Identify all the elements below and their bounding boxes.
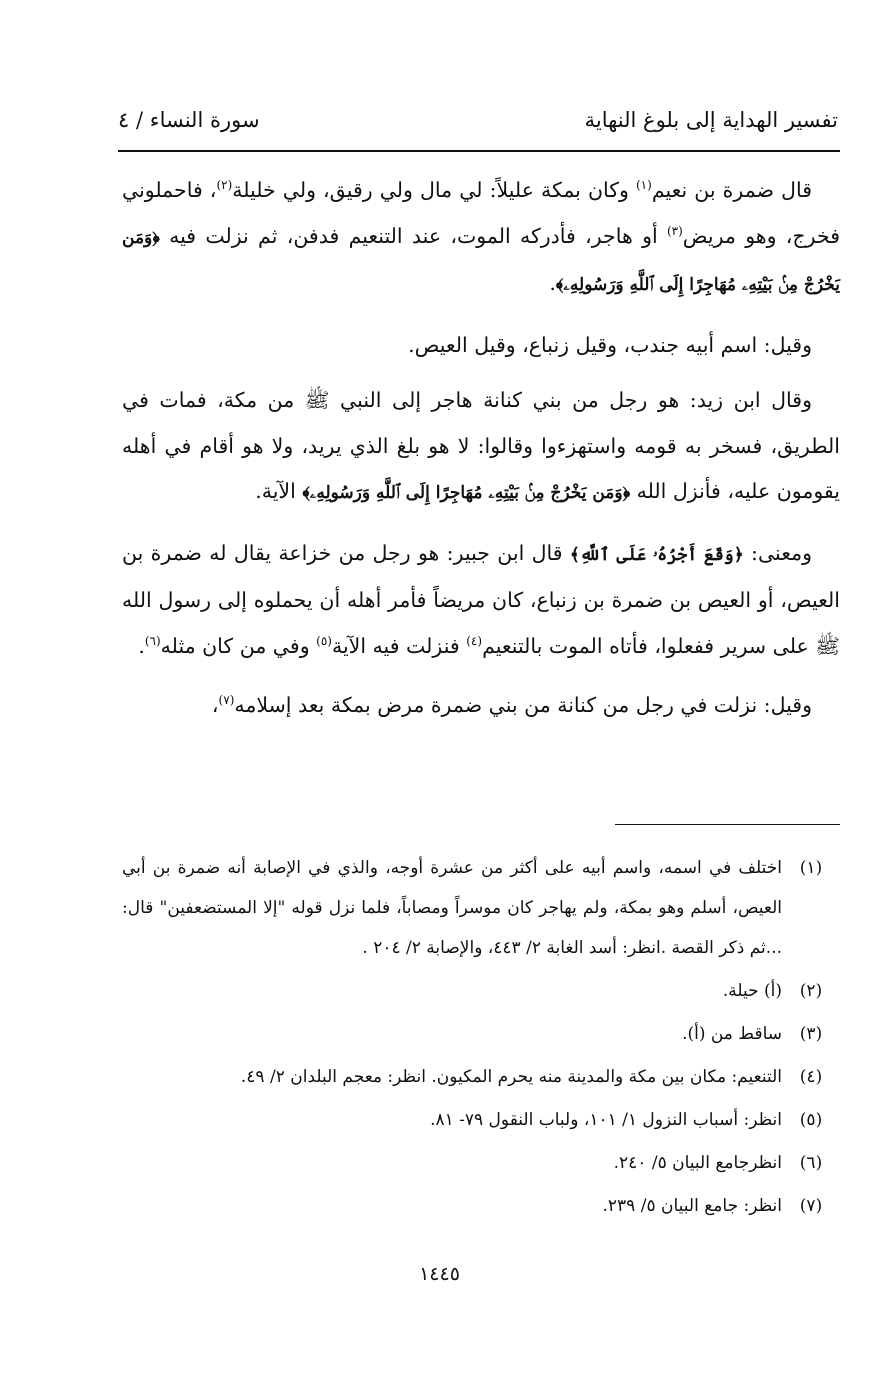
header-rule — [118, 150, 840, 152]
footnote-text: انظرجامع البيان ٥/ ٢٤٠. — [613, 1153, 782, 1173]
footnote-number: (٣) — [799, 1024, 823, 1044]
text-run: ، — [211, 693, 219, 717]
footnote-number: (٤) — [799, 1067, 823, 1087]
footnote-item — [122, 1057, 840, 1097]
text-run: قال ضمرة بن نعيم — [651, 178, 812, 202]
text-run: وفي من كان مثله — [160, 633, 317, 658]
footnote-text: (أ) حيلة. — [722, 981, 782, 1001]
footnote-number: (٢) — [799, 981, 823, 1001]
footnote-text: اختلف في اسمه، واسم أبيه على أكثر من عشرة أوجه، والذي في الإصابة أنه ضمرة بن أبي العيص، أسلم وهو بمكة، ولم يهاجر كان موسراً ومصاباً، فلما نزل قوله "إلا المستضعفين" قال: ...ثم ذكر القصة .انظر: أسد الغابة ٢/ ٤٤٣، والإصابة ٢/ ٢٠٤ . — [122, 858, 782, 958]
main-text — [122, 168, 840, 743]
paragraph-3 — [122, 378, 840, 517]
footnote-item — [122, 971, 840, 1011]
book-title: تفسير الهداية إلى بلوغ النهاية — [584, 108, 838, 132]
quran-verse: ﴿وَمَن يَخْرُجْ مِنۢ بَيْتِهِۦ مُهَاجِرًا إِلَى ٱللَّهِ وَرَسُولِهِۦ﴾ — [302, 483, 631, 503]
page-number: ١٤٤٥ — [419, 1263, 460, 1285]
footnotes — [122, 848, 840, 1229]
text-run: ، فاحملوني فخرج، وهو مريض — [122, 178, 840, 248]
footnote-marker: (١) — [635, 178, 652, 193]
quran-verse: ﴿وَقَعَ أَجْرُهُۥ عَلَى ٱللَّهِ﴾ — [569, 544, 744, 565]
footnote-marker: (٥) — [316, 633, 332, 648]
footnote-item — [122, 1186, 840, 1226]
text-run: قال ابن جبير: هو رجل من خزاعة يقال له ضمرة بن العيص، أو العيص بن ضمرة بن زنباع، كان مريضاً فأمر أهله أن يحملوه إلى رسول الله ﷺ على سرير ففعلوا، فأتاه الموت بالتنعيم — [122, 540, 840, 658]
text-run: وكان بمكة عليلاً: لي مال ولي رقيق، ولي خليلة — [232, 178, 636, 202]
paragraph-4 — [122, 531, 840, 670]
footnote-number: (٦) — [799, 1153, 823, 1173]
footnote-marker: (٤) — [466, 633, 483, 648]
text-run: وقيل: نزلت في رجل من كنانة من بني ضمرة مرض بمكة بعد إسلامه — [234, 693, 812, 717]
footnote-text: ساقط من (أ). — [682, 1024, 782, 1044]
paragraph-5 — [122, 683, 840, 729]
surah-reference: سورة النساء / ٤ — [118, 108, 260, 132]
footnote-text: انظر: أسباب النزول ١/ ١٠١، ولباب النقول ٧٩- ٨١. — [430, 1110, 782, 1130]
text-run: أو هاجر، فأدركه الموت، عند التنعيم فدفن، ثم نزلت فيه — [159, 223, 667, 248]
footnote-item — [122, 1014, 840, 1054]
footnote-text: التنعيم: مكان بين مكة والمدينة منه يحرم المكيون. انظر: معجم البلدان ٢/ ٤٩. — [240, 1067, 782, 1087]
footnote-number: (٧) — [799, 1196, 823, 1216]
footnote-number: (١) — [799, 858, 823, 878]
footnote-item — [122, 1143, 840, 1183]
footnote-marker: (٢) — [216, 178, 233, 193]
quran-verse: ﴿وَمَن يَخْرُجْ مِنۢ بَيْتِهِۦ مُهَاجِرًا إِلَى ٱللَّهِ وَرَسُولِهِۦ﴾ — [122, 227, 840, 295]
text-run: . — [549, 271, 556, 295]
footnote-marker: (٣) — [666, 223, 683, 238]
text-run: وقيل: اسم أبيه جندب، وقيل زنباع، وقيل العيص. — [408, 332, 812, 357]
text-run: . — [138, 633, 145, 658]
footnote-marker: (٧) — [218, 693, 235, 708]
footnote-item — [122, 1100, 840, 1140]
paragraph-2 — [122, 323, 840, 369]
running-header — [118, 108, 838, 144]
footnote-rule — [615, 824, 840, 825]
text-run: الآية. — [255, 479, 303, 503]
footnote-number: (٥) — [799, 1110, 823, 1130]
footnote-item — [122, 848, 840, 968]
footnote-text: انظر: جامع البيان ٥/ ٢٣٩. — [602, 1196, 782, 1216]
text-run: فنزلت فيه الآية — [331, 633, 467, 658]
text-run: ومعنى: — [743, 540, 813, 565]
paragraph-1 — [122, 168, 840, 309]
text-run: وقال ابن زيد: هو رجل من بني كنانة هاجر إلى النبي ﷺ من مكة، فمات في الطريق، فسخر به قومه واستهزءوا وقالوا: لا هو بلغ الذي يريد، ولا هو أقام في أهله يقومون عليه، فأنزل الله — [122, 388, 840, 503]
footnote-marker: (٦) — [144, 633, 161, 648]
